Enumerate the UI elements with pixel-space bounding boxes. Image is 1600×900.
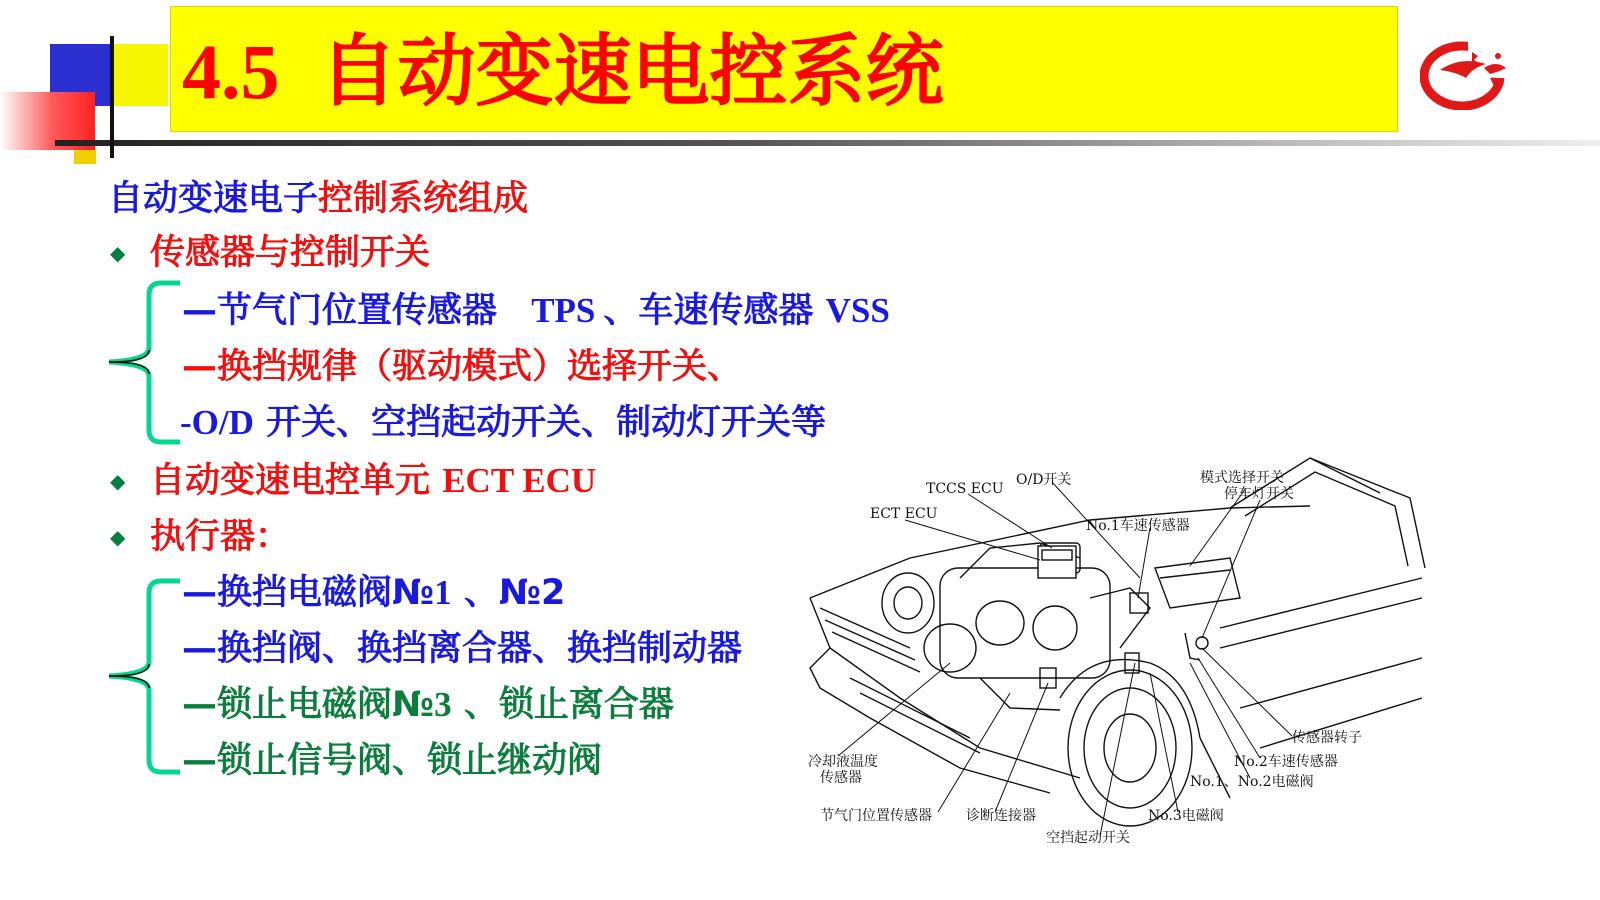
label-brake-switch: 停车灯开关 [1224, 486, 1294, 502]
sensor-line-1 [182, 290, 890, 332]
bullet-ecu-en: ECT ECU [442, 461, 597, 500]
label-diag-connector: 诊断连接器 [966, 808, 1036, 824]
label-solenoid-3: No.3电磁阀 [1148, 808, 1224, 824]
diagram-labels [808, 469, 1362, 846]
sensor-line-1-a: —节气门位置传感器 [182, 291, 498, 331]
title-label: 自动变速电控系统 [319, 27, 944, 117]
bullet-sensors-label: 传感器与控制开关 [150, 233, 431, 273]
actuator-line-1-b: 1 [434, 573, 452, 612]
decor-vertical-line [110, 36, 114, 158]
title-number: 4.5 [182, 28, 280, 115]
page-title [182, 22, 944, 122]
bullet-diamond-icon: ◆ [110, 241, 126, 265]
sensor-line-1-d: VSS [825, 291, 890, 330]
actuator-line-1 [182, 572, 565, 614]
sensor-line-3-b: 开关、空挡起动开关、制动灯开关等 [266, 403, 827, 443]
label-vss-2: No.2车速传感器 [1234, 754, 1338, 770]
actuator-line-3-c: 、锁止离合器 [463, 685, 674, 725]
header-divider-line [55, 140, 1600, 146]
section-heading [108, 178, 528, 220]
brace-sensors [105, 280, 185, 448]
actuator-line-3-a: —锁止电磁阀№ [182, 685, 435, 725]
sensor-line-2: —换挡规律（驱动模式）选择开关、 [182, 347, 743, 387]
bullet-diamond-icon: ◆ [110, 525, 126, 549]
sensor-line-1-b: TPS [531, 291, 596, 330]
actuator-line-2: —换挡阀、换挡离合器、换挡制动器 [182, 629, 743, 669]
bullet-diamond-icon: ◆ [110, 469, 126, 493]
actuator-line-3-b: 3 [434, 685, 452, 724]
car-ect-diagram [790, 448, 1440, 858]
heading-part-2: 控制系统组成 [318, 179, 529, 219]
label-sensor-rotor: 传感器转子 [1292, 730, 1362, 746]
label-coolant-sensor-2: 传感器 [820, 770, 862, 786]
label-vss-1: No.1车速传感器 [1086, 518, 1190, 534]
label-od-switch: O/D开关 [1016, 472, 1072, 488]
bullet-ecu-cn: 自动变速电控单元 [150, 461, 431, 501]
sensor-line-3 [180, 402, 826, 444]
school-logo [1420, 38, 1514, 110]
decor-small-yellow-block [74, 150, 96, 164]
label-solenoid-1-2: No.1、No.2电磁阀 [1190, 774, 1314, 790]
sensor-line-3-a: -O/D [180, 403, 254, 442]
actuator-line-3 [182, 684, 674, 726]
bullet-ecu-label [150, 460, 596, 502]
label-ect-ecu: ECT ECU [870, 506, 938, 522]
label-neutral-start: 空挡起动开关 [1046, 830, 1130, 846]
brace-actuators [105, 578, 185, 778]
bullet-actuators-label: 执行器： [150, 517, 291, 557]
actuator-line-1-a: —换挡电磁阀№ [182, 573, 435, 613]
decor-yellow-block [112, 44, 168, 106]
sensor-line-1-c: 、车速传感器 [603, 291, 814, 331]
label-coolant-sensor-1: 冷却液温度 [808, 754, 878, 770]
label-mode-switch: 模式选择开关 [1200, 470, 1284, 486]
heading-part-1: 自动变速电子 [108, 179, 319, 219]
actuator-line-4: —锁止信号阀、锁止继动阀 [182, 741, 603, 781]
label-tps: 节气门位置传感器 [820, 808, 932, 824]
label-tccs-ecu: TCCS ECU [926, 481, 1004, 497]
actuator-line-1-c: 、 [463, 573, 499, 613]
actuator-line-1-d: №2 [498, 573, 566, 613]
